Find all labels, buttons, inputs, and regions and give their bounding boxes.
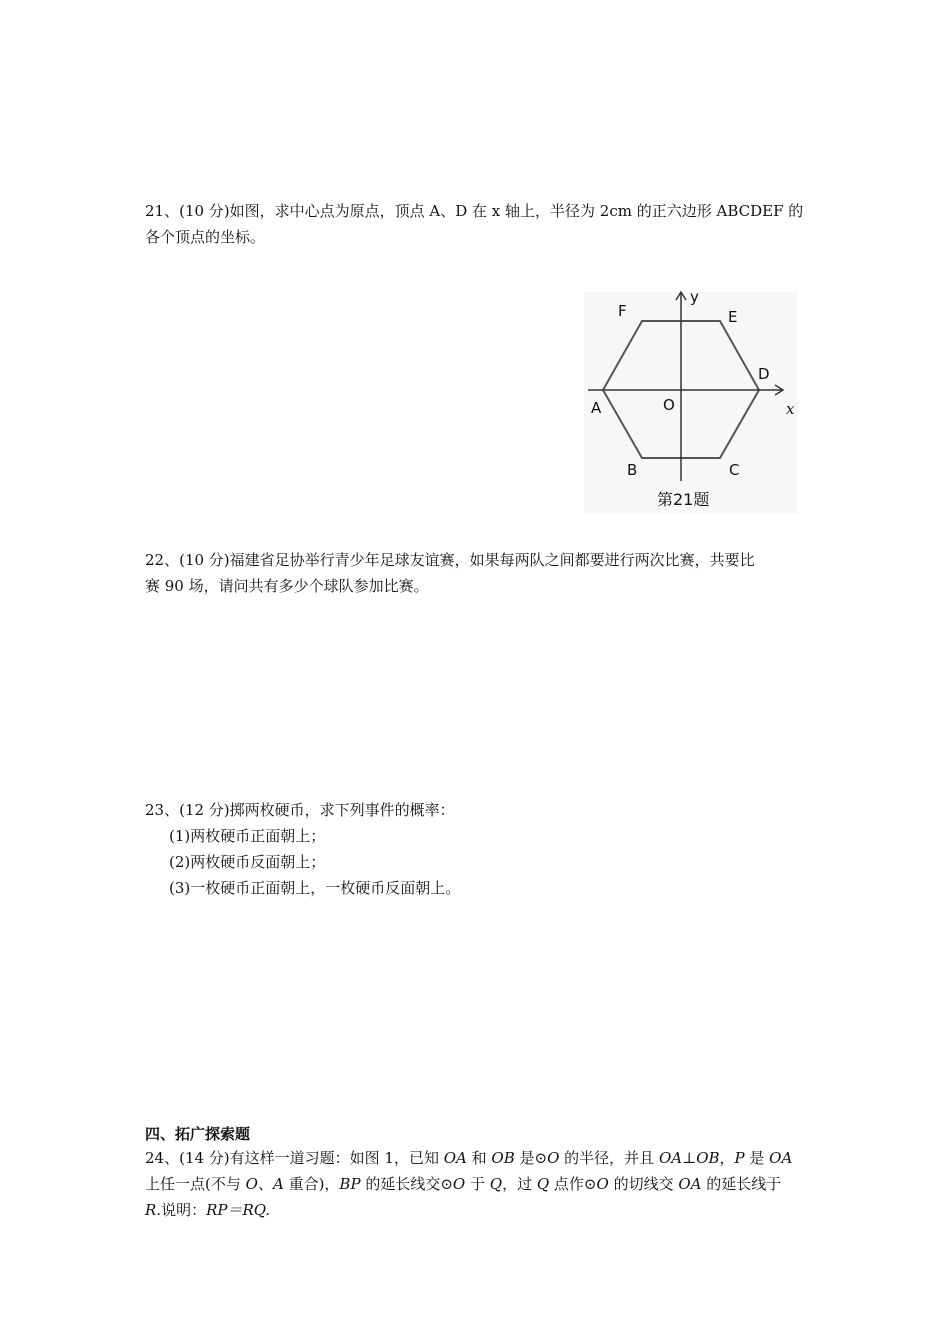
text-run: 的切线交 bbox=[608, 1175, 679, 1193]
text-run: ， bbox=[719, 1149, 735, 1167]
math-o: O bbox=[596, 1175, 609, 1193]
text-run: 的延长线交⊙ bbox=[360, 1175, 453, 1193]
math-o: O bbox=[245, 1175, 258, 1193]
math-oa: OA bbox=[678, 1175, 702, 1193]
text-run: ，过 bbox=[502, 1175, 537, 1193]
vertex-label-b: B bbox=[627, 461, 638, 479]
section-4-heading: 四、拓广探索题 bbox=[145, 1125, 251, 1143]
text-run: 点作⊙ bbox=[549, 1175, 597, 1193]
text-run: 的延长线于 bbox=[701, 1175, 782, 1193]
origin-label-o: O bbox=[663, 396, 675, 414]
figure-background bbox=[584, 292, 798, 514]
figure-caption: 第21题 bbox=[657, 490, 710, 509]
question-23-stem: 23、(12 分)掷两枚硬币，求下列事件的概率： bbox=[145, 801, 455, 819]
vertex-label-e: E bbox=[728, 308, 738, 326]
text-run: 是⊙ bbox=[514, 1149, 548, 1167]
math-q: Q bbox=[536, 1175, 550, 1193]
question-22-line-2: 赛 90 场，请问共有多少个球队参加比赛。 bbox=[145, 577, 429, 595]
text-run: 和 bbox=[466, 1149, 492, 1167]
question-24-line-1 bbox=[145, 1145, 807, 1171]
text-run: 说明： bbox=[161, 1201, 207, 1219]
question-24 bbox=[145, 1145, 807, 1223]
math-ob: OB bbox=[491, 1149, 515, 1167]
math-a: A bbox=[272, 1175, 284, 1193]
question-21-line-2: 各个顶点的坐标。 bbox=[145, 228, 266, 246]
text-run: 、 bbox=[257, 1175, 273, 1193]
question-23-item-2: (2)两枚硬币反面朝上； bbox=[169, 853, 326, 871]
question-24-line-2 bbox=[145, 1171, 807, 1197]
vertex-label-c: C bbox=[729, 461, 740, 479]
question-21-line-1: 21、(10 分)如图，求中心点为原点，顶点 A、D 在 x 轴上，半径为 2cm 的正六边形 ABCDEF 的 bbox=[145, 202, 804, 220]
question-21 bbox=[145, 198, 807, 250]
question-22-line-1: 22、(10 分)福建省足协举行青少年足球友谊赛，如果每两队之间都要进行两次比赛，共要比 bbox=[145, 551, 755, 569]
text-run: 于 bbox=[465, 1175, 490, 1193]
text-run: 上任一点(不与 bbox=[145, 1175, 246, 1193]
question-23-item-3: (3)一枚硬币正面朝上，一枚硬币反面朝上。 bbox=[169, 879, 461, 897]
math-oa: OA bbox=[443, 1149, 467, 1167]
math-p: P bbox=[734, 1149, 745, 1167]
math-rp-eq-rq: RP＝RQ. bbox=[206, 1201, 271, 1219]
question-22 bbox=[145, 547, 807, 599]
text-run: 重合)， bbox=[283, 1175, 340, 1193]
text-run: 的半径，并且 bbox=[559, 1149, 659, 1167]
vertex-label-d: D bbox=[758, 365, 770, 383]
math-bp: BP bbox=[339, 1175, 361, 1193]
question-23 bbox=[145, 797, 807, 901]
math-r: R. bbox=[145, 1201, 162, 1219]
question-23-item-1: (1)两枚硬币正面朝上； bbox=[169, 827, 326, 845]
axis-label-x: x bbox=[786, 400, 795, 418]
question-24-line-3 bbox=[145, 1197, 807, 1223]
math-oa: OA bbox=[769, 1149, 793, 1167]
math-q: Q bbox=[489, 1175, 503, 1193]
math-oa-perp-ob: OA⊥OB bbox=[658, 1149, 720, 1167]
text-run: 24、(14 分)有这样一道习题：如图 1，已知 bbox=[145, 1149, 444, 1167]
axis-label-y: y bbox=[690, 288, 699, 306]
math-o: O bbox=[452, 1175, 466, 1193]
vertex-label-f: F bbox=[618, 302, 627, 320]
figure-21-hexagon bbox=[580, 288, 800, 518]
math-o: O bbox=[547, 1149, 560, 1167]
text-run: 是 bbox=[744, 1149, 770, 1167]
vertex-label-a: A bbox=[591, 399, 602, 417]
